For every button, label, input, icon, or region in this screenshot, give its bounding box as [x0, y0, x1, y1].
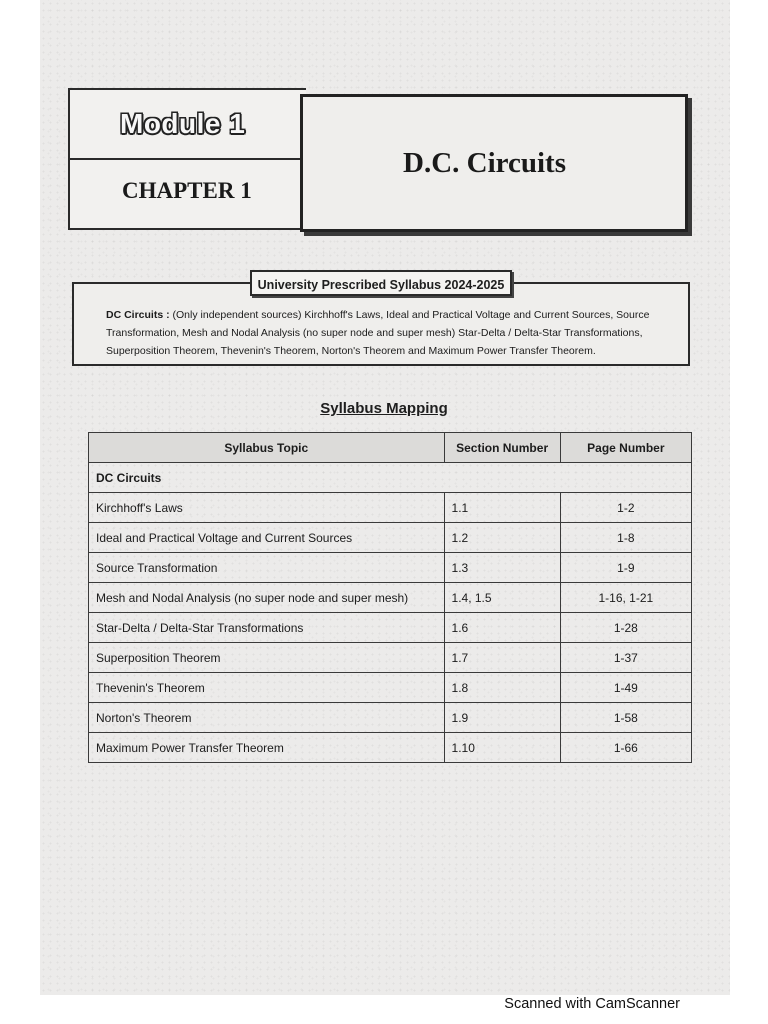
section-cell: 1.7: [444, 643, 560, 673]
page-cell: 1-37: [560, 643, 691, 673]
page-cell: 1-9: [560, 553, 691, 583]
table-row: [89, 703, 692, 733]
section-cell: 1.4, 1.5: [444, 583, 560, 613]
table-row: [89, 553, 692, 583]
section-cell: 1.3: [444, 553, 560, 583]
table-row: [89, 643, 692, 673]
module-title: Module 1: [120, 108, 246, 139]
page-title: D.C. Circuits: [403, 147, 566, 179]
chapter-title-block: [300, 94, 688, 232]
topic-cell: Maximum Power Transfer Theorem: [89, 733, 445, 763]
section-cell: 1.1: [444, 493, 560, 523]
section-cell: 1.2: [444, 523, 560, 553]
table-group-row: [89, 463, 692, 493]
syllabus-mapping-table: [88, 432, 692, 763]
page-cell: 1-28: [560, 613, 691, 643]
syllabus-text: [106, 306, 686, 360]
syllabus-tag: University Prescribed Syllabus 2024-2025: [250, 270, 512, 296]
header-section: Section Number: [444, 433, 560, 463]
header-page: Page Number: [560, 433, 691, 463]
header-topic: Syllabus Topic: [89, 433, 445, 463]
module-chapter-block: [68, 88, 306, 230]
page-cell: 1-16, 1-21: [560, 583, 691, 613]
table-row: [89, 733, 692, 763]
table-row: [89, 493, 692, 523]
chapter-title: CHAPTER 1: [122, 178, 252, 203]
topic-cell: Kirchhoff's Laws: [89, 493, 445, 523]
section-cell: 1.10: [444, 733, 560, 763]
page-cell: 1-8: [560, 523, 691, 553]
section-cell: 1.8: [444, 673, 560, 703]
table-row: [89, 523, 692, 553]
table-row: [89, 613, 692, 643]
topic-cell: Ideal and Practical Voltage and Current Sources: [89, 523, 445, 553]
table-header-row: [89, 433, 692, 463]
table-row: [89, 673, 692, 703]
topic-cell: Thevenin's Theorem: [89, 673, 445, 703]
page-cell: 1-49: [560, 673, 691, 703]
topic-cell: Mesh and Nodal Analysis (no super node and super mesh): [89, 583, 445, 613]
page-cell: 1-58: [560, 703, 691, 733]
group-label: DC Circuits: [89, 463, 692, 493]
section-cell: 1.9: [444, 703, 560, 733]
table-row: [89, 583, 692, 613]
topic-cell: Star-Delta / Delta-Star Transformations: [89, 613, 445, 643]
topic-cell: Superposition Theorem: [89, 643, 445, 673]
syllabus-body: (Only independent sources) Kirchhoff's Laws, Ideal and Practical Voltage and Current Sources, Source Transformation, Mesh and Nodal Analysis (no super node and super mesh) Star-Delta / Delta-Star Transformations, Superposition Theorem, Thevenin's Theorem, Norton's Theorem and Maximum Power Transfer Theorem.: [106, 309, 650, 357]
scanner-watermark: Scanned with CamScanner: [504, 996, 680, 1012]
page-cell: 1-2: [560, 493, 691, 523]
section-cell: 1.6: [444, 613, 560, 643]
syllabus-lead: DC Circuits :: [106, 309, 170, 321]
topic-cell: Norton's Theorem: [89, 703, 445, 733]
topic-cell: Source Transformation: [89, 553, 445, 583]
page-cell: 1-66: [560, 733, 691, 763]
header-divider: [70, 158, 306, 160]
chapter-header: [68, 88, 688, 232]
mapping-title: Syllabus Mapping: [320, 400, 448, 417]
